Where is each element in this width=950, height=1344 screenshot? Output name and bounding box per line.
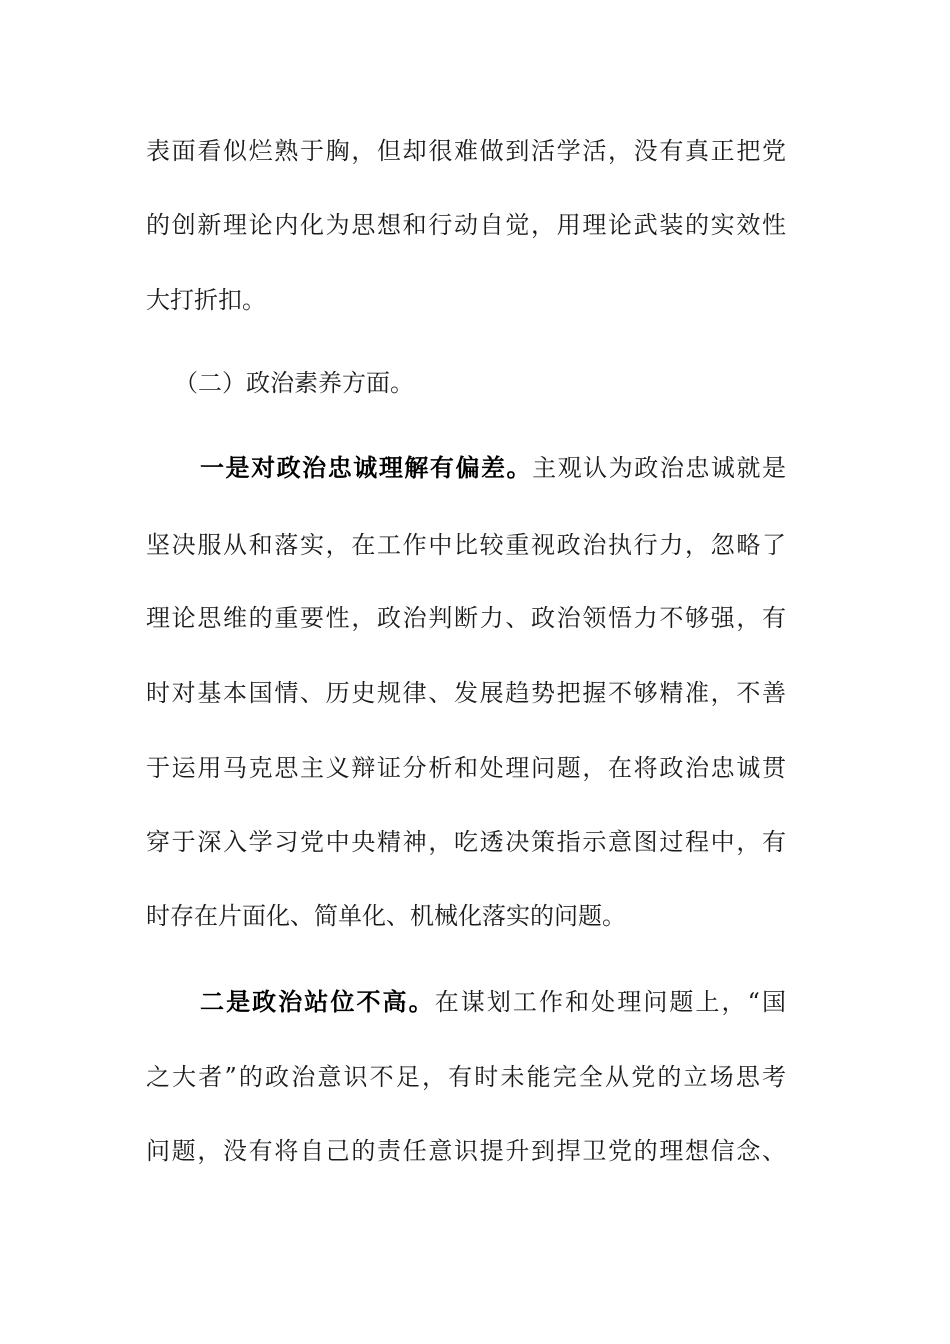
paragraph-2-line-6: 穿于深入学习党中央精神，吃透决策指示意图过程中，有 [146, 828, 786, 856]
paragraph-1-line-3: 大打折扣。 [146, 286, 266, 314]
paragraph-2-line-7: 时存在片面化、简单化、机械化落实的问题。 [146, 902, 626, 930]
paragraph-2-line-1 [200, 448, 786, 488]
paragraph-3-line-3: 问题，没有将自己的责任意识提升到捍卫党的理想信念、 [146, 1137, 786, 1165]
paragraph-3-line-2: 之大者”的政治意识不足，有时未能完全从党的立场思考 [146, 1063, 786, 1091]
paragraph-2-line-3: 理论思维的重要性，政治判断力、政治领悟力不够强，有 [146, 604, 786, 632]
paragraph-3-first-line-rest: 在谋划工作和处理问题上，“国 [434, 988, 786, 1016]
paragraph-2-bold-lead: 一是对政治忠诚理解有偏差。 [200, 453, 533, 482]
section-heading: （二）政治素养方面。 [174, 369, 414, 397]
paragraph-1-line-2: 的创新理论内化为思想和行动自觉，用理论武装的实效性 [146, 211, 786, 239]
paragraph-2-line-2: 坚决服从和落实，在工作中比较重视政治执行力，忽略了 [146, 531, 786, 559]
paragraph-3-line-1 [200, 982, 786, 1022]
paragraph-2-line-5: 于运用马克思主义辩证分析和处理问题，在将政治忠诚贯 [146, 754, 786, 782]
paragraph-2-line-4: 时对基本国情、历史规律、发展趋势把握不够精准，不善 [146, 679, 786, 707]
paragraph-2-first-line-rest: 主观认为政治忠诚就是 [532, 454, 787, 482]
paragraph-3-bold-lead: 二是政治站位不高。 [200, 987, 435, 1016]
paragraph-1-line-1: 表面看似烂熟于胸，但却很难做到活学活，没有真正把党 [146, 137, 786, 165]
